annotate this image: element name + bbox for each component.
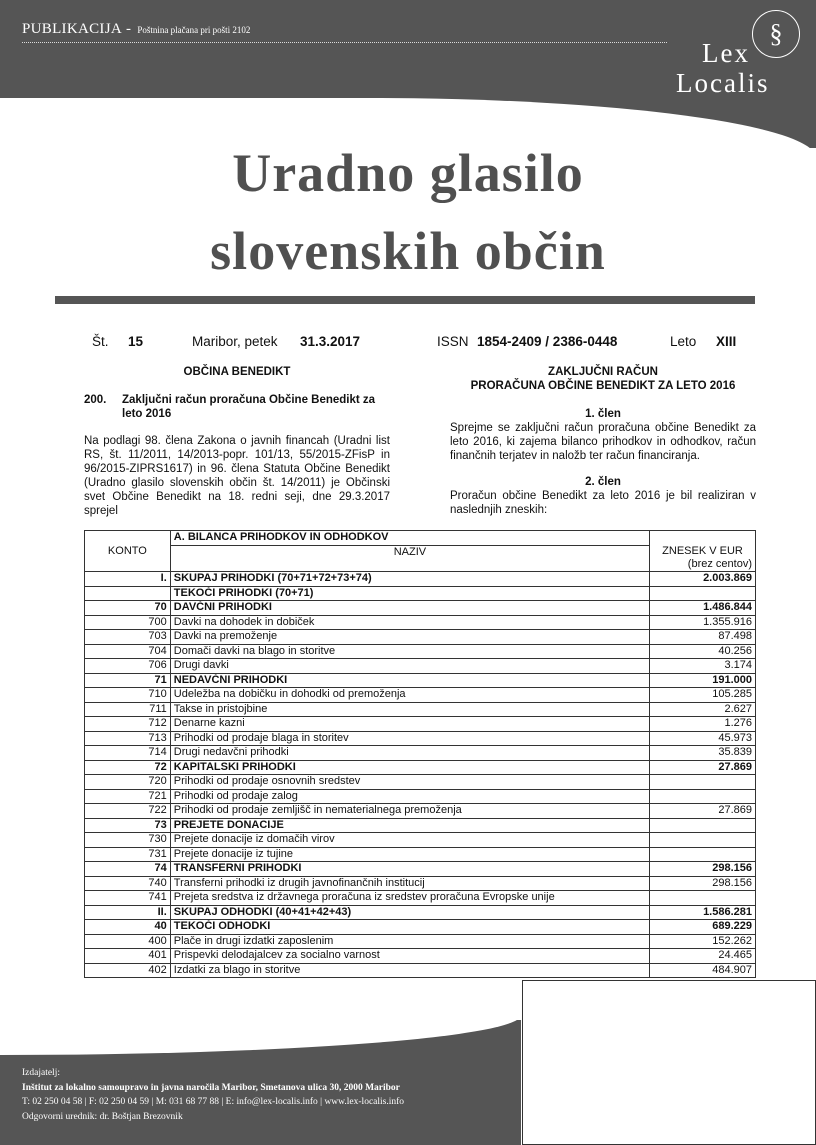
znesek-cell — [650, 586, 756, 601]
table-row — [85, 920, 756, 935]
dotted-divider — [22, 42, 667, 43]
konto-cell: 704 — [85, 644, 171, 659]
konto-cell: 400 — [85, 934, 171, 949]
naziv-cell: Denarne kazni — [170, 717, 649, 732]
naziv-cell: DAVČNI PRIHODKI — [170, 601, 649, 616]
konto-cell: 401 — [85, 949, 171, 964]
konto-cell: 74 — [85, 862, 171, 877]
table-row — [85, 746, 756, 761]
naziv-cell: PREJETE DONACIJE — [170, 818, 649, 833]
col-znesek-label: ZNESEK V EUR — [662, 545, 743, 557]
znesek-cell — [650, 789, 756, 804]
konto-cell: 714 — [85, 746, 171, 761]
table-header-row — [85, 545, 756, 572]
logo-lex: Lex — [702, 38, 750, 68]
konto-cell: 741 — [85, 891, 171, 906]
act-title: Zaključni račun proračuna Občine Benedikt za leto 2016 — [122, 394, 376, 420]
col-znesek-sublabel: (brez centov) — [687, 558, 752, 570]
act-number: 200. — [84, 394, 107, 406]
naziv-cell: Drugi davki — [170, 659, 649, 674]
konto-cell: 713 — [85, 731, 171, 746]
table-row — [85, 862, 756, 877]
naziv-cell: Plače in drugi izdatki zaposlenim — [170, 934, 649, 949]
naziv-cell: TRANSFERNI PRIHODKI — [170, 862, 649, 877]
right-heading-1: ZAKLJUČNI RAČUN — [548, 366, 658, 378]
table-row — [85, 760, 756, 775]
znesek-cell: 152.262 — [650, 934, 756, 949]
article-2-title: 2. člen — [585, 476, 621, 488]
konto-cell: 740 — [85, 876, 171, 891]
section-title: A. BILANCA PRIHODKOV IN ODHODKOV — [170, 531, 649, 546]
znesek-cell: 1.486.844 — [650, 601, 756, 616]
konto-cell: 706 — [85, 659, 171, 674]
znesek-cell: 24.465 — [650, 949, 756, 964]
konto-cell: 71 — [85, 673, 171, 688]
naziv-cell: TEKOČI ODHODKI — [170, 920, 649, 935]
table-row — [85, 615, 756, 630]
article-1-text: Sprejme se zaključni račun proračuna občine Benedikt za leto 2016, ki zajema bilanco prihodkov in odhodkov, račun finančnih terjatev in naložb ter račun financiranja. — [450, 422, 756, 462]
naziv-cell: Udeležba na dobičku in dohodki od premoženja — [170, 688, 649, 703]
konto-cell: 710 — [85, 688, 171, 703]
main-title-line1: Uradno glasilo — [232, 143, 584, 203]
article-2-text: Proračun občine Benedikt za leto 2016 je bil realiziran v naslednjih zneskih: — [450, 490, 756, 516]
znesek-cell — [650, 818, 756, 833]
responsible-editor: Odgovorni urednik: dr. Boštjan Brezovnik — [22, 1112, 183, 1122]
znesek-cell: 45.973 — [650, 731, 756, 746]
title-rule — [55, 296, 755, 304]
lex-localis-logo — [672, 10, 812, 102]
konto-cell: 72 — [85, 760, 171, 775]
konto-cell: 731 — [85, 847, 171, 862]
table-row — [85, 702, 756, 717]
konto-cell: 730 — [85, 833, 171, 848]
publisher-label: Izdajatelj: — [22, 1068, 60, 1078]
znesek-cell — [650, 847, 756, 862]
col-konto-header: KONTO — [85, 545, 171, 572]
konto-cell: 402 — [85, 963, 171, 978]
issn-value: 1854-2409 / 2386-0448 — [477, 334, 618, 349]
znesek-cell: 298.156 — [650, 862, 756, 877]
table-row — [85, 789, 756, 804]
naziv-cell: Domači davki na blago in storitve — [170, 644, 649, 659]
naziv-cell: Prihodki od prodaje zalog — [170, 789, 649, 804]
znesek-cell — [650, 833, 756, 848]
naziv-cell: Prejete donacije iz tujine — [170, 847, 649, 862]
naziv-cell: KAPITALSKI PRIHODKI — [170, 760, 649, 775]
table-row — [85, 833, 756, 848]
table-row — [85, 876, 756, 891]
znesek-cell: 2.627 — [650, 702, 756, 717]
konto-cell: I. — [85, 572, 171, 587]
konto-cell: II. — [85, 905, 171, 920]
table-row — [85, 905, 756, 920]
article-1-title: 1. člen — [585, 408, 621, 420]
konto-cell — [85, 586, 171, 601]
znesek-cell: 1.586.281 — [650, 905, 756, 920]
budget-table — [84, 530, 756, 978]
table-row — [85, 775, 756, 790]
blank-box — [522, 980, 816, 1145]
znesek-cell: 87.498 — [650, 630, 756, 645]
issue-number: 15 — [128, 334, 144, 349]
col-znesek-header — [650, 545, 756, 572]
konto-cell: 721 — [85, 789, 171, 804]
paragraph-seal-icon: § — [752, 10, 800, 58]
naziv-cell: Prispevki delodajalcev za socialno varnost — [170, 949, 649, 964]
table-row — [85, 572, 756, 587]
table-row — [85, 644, 756, 659]
publication-line: PUBLIKACIJA - Poštnina plačana pri pošti 2102 — [22, 21, 251, 37]
table-row — [85, 949, 756, 964]
logo-localis: Localis — [676, 68, 770, 98]
publisher-name: Inštitut za lokalno samoupravo in javna naročila Maribor, Smetanova ulica 30, 2000 Maribor — [22, 1083, 400, 1093]
table-row — [85, 659, 756, 674]
znesek-cell: 27.869 — [650, 760, 756, 775]
konto-cell: 703 — [85, 630, 171, 645]
issn-label: ISSN — [437, 334, 469, 349]
znesek-cell: 1.355.916 — [650, 615, 756, 630]
table-row — [85, 630, 756, 645]
naziv-cell: SKUPAJ ODHODKI (40+41+42+43) — [170, 905, 649, 920]
table-row — [85, 847, 756, 862]
year-label: Leto — [670, 334, 697, 349]
konto-cell: 73 — [85, 818, 171, 833]
table-row — [85, 673, 756, 688]
table-row — [85, 731, 756, 746]
znesek-cell — [650, 891, 756, 906]
znesek-cell: 298.156 — [650, 876, 756, 891]
naziv-cell: NEDAVČNI PRIHODKI — [170, 673, 649, 688]
konto-cell: 40 — [85, 920, 171, 935]
znesek-cell: 105.285 — [650, 688, 756, 703]
naziv-cell: SKUPAJ PRIHODKI (70+71+72+73+74) — [170, 572, 649, 587]
table-row — [85, 717, 756, 732]
naziv-cell: TEKOČI PRIHODKI (70+71) — [170, 586, 649, 601]
znesek-cell: 191.000 — [650, 673, 756, 688]
znesek-cell: 2.003.869 — [650, 572, 756, 587]
konto-cell: 711 — [85, 702, 171, 717]
table-section-row — [85, 531, 756, 546]
issue-date: 31.3.2017 — [300, 334, 361, 349]
table-row — [85, 601, 756, 616]
naziv-cell: Prihodki od prodaje osnovnih sredstev — [170, 775, 649, 790]
main-title-line2: slovenskih občin — [210, 221, 606, 281]
year-value: XIII — [716, 334, 737, 349]
issue-number-label: Št. — [92, 334, 109, 349]
preamble-text: Na podlagi 98. člena Zakona o javnih financah (Uradni list RS, št. 11/2011, 14/2013-popr. 101/13, 55/2015-ZFisP in 96/2015-ZIPRS1617) in 96. člena Statuta Občine Benedikt (Uradno glasilo slovenskih občin št. 14/2011) je Občinski svet Občine Benedikt na 18. redni seji, dne 29.3.2017 sprejel — [84, 435, 390, 517]
naziv-cell: Prejeta sredstva iz državnega proračuna iz sredstev proračuna Evropske unije — [170, 891, 649, 906]
table-row — [85, 804, 756, 819]
znesek-cell: 35.839 — [650, 746, 756, 761]
konto-cell: 720 — [85, 775, 171, 790]
znesek-cell: 40.256 — [650, 644, 756, 659]
table-row — [85, 586, 756, 601]
naziv-cell: Prihodki od prodaje blaga in storitev — [170, 731, 649, 746]
znesek-cell: 484.907 — [650, 963, 756, 978]
col-naziv-header: NAZIV — [170, 545, 649, 572]
table-row — [85, 934, 756, 949]
znesek-cell — [650, 775, 756, 790]
naziv-cell: Izdatki za blago in storitve — [170, 963, 649, 978]
naziv-cell: Prejete donacije iz domačih virov — [170, 833, 649, 848]
naziv-cell: Transferni prihodki iz drugih javnofinančnih institucij — [170, 876, 649, 891]
postage-note: Poštnina plačana pri pošti 2102 — [137, 25, 251, 35]
table-row — [85, 891, 756, 906]
naziv-cell: Drugi nedavčni prihodki — [170, 746, 649, 761]
konto-cell: 700 — [85, 615, 171, 630]
znesek-cell: 3.174 — [650, 659, 756, 674]
publication-label: PUBLIKACIJA — [22, 21, 122, 37]
znesek-cell: 27.869 — [650, 804, 756, 819]
konto-cell: 712 — [85, 717, 171, 732]
publisher-contacts: T: 02 250 04 58 | F: 02 250 04 59 | M: 031 68 77 88 | E: info@lex-localis.info | www.lex-localis.info — [22, 1097, 405, 1107]
right-heading-2: PRORAČUNA OBČINE BENEDIKT ZA LETO 2016 — [470, 380, 736, 392]
municipality-heading: OBČINA BENEDIKT — [183, 366, 291, 378]
naziv-cell: Prihodki od prodaje zemljišč in nematerialnega premoženja — [170, 804, 649, 819]
naziv-cell: Takse in pristojbine — [170, 702, 649, 717]
konto-cell: 70 — [85, 601, 171, 616]
issue-place-day: Maribor, petek — [192, 334, 278, 349]
table-row — [85, 963, 756, 978]
konto-cell: 722 — [85, 804, 171, 819]
naziv-cell: Davki na premoženje — [170, 630, 649, 645]
naziv-cell: Davki na dohodek in dobiček — [170, 615, 649, 630]
znesek-cell: 689.229 — [650, 920, 756, 935]
table-row — [85, 818, 756, 833]
znesek-cell: 1.276 — [650, 717, 756, 732]
table-row — [85, 688, 756, 703]
